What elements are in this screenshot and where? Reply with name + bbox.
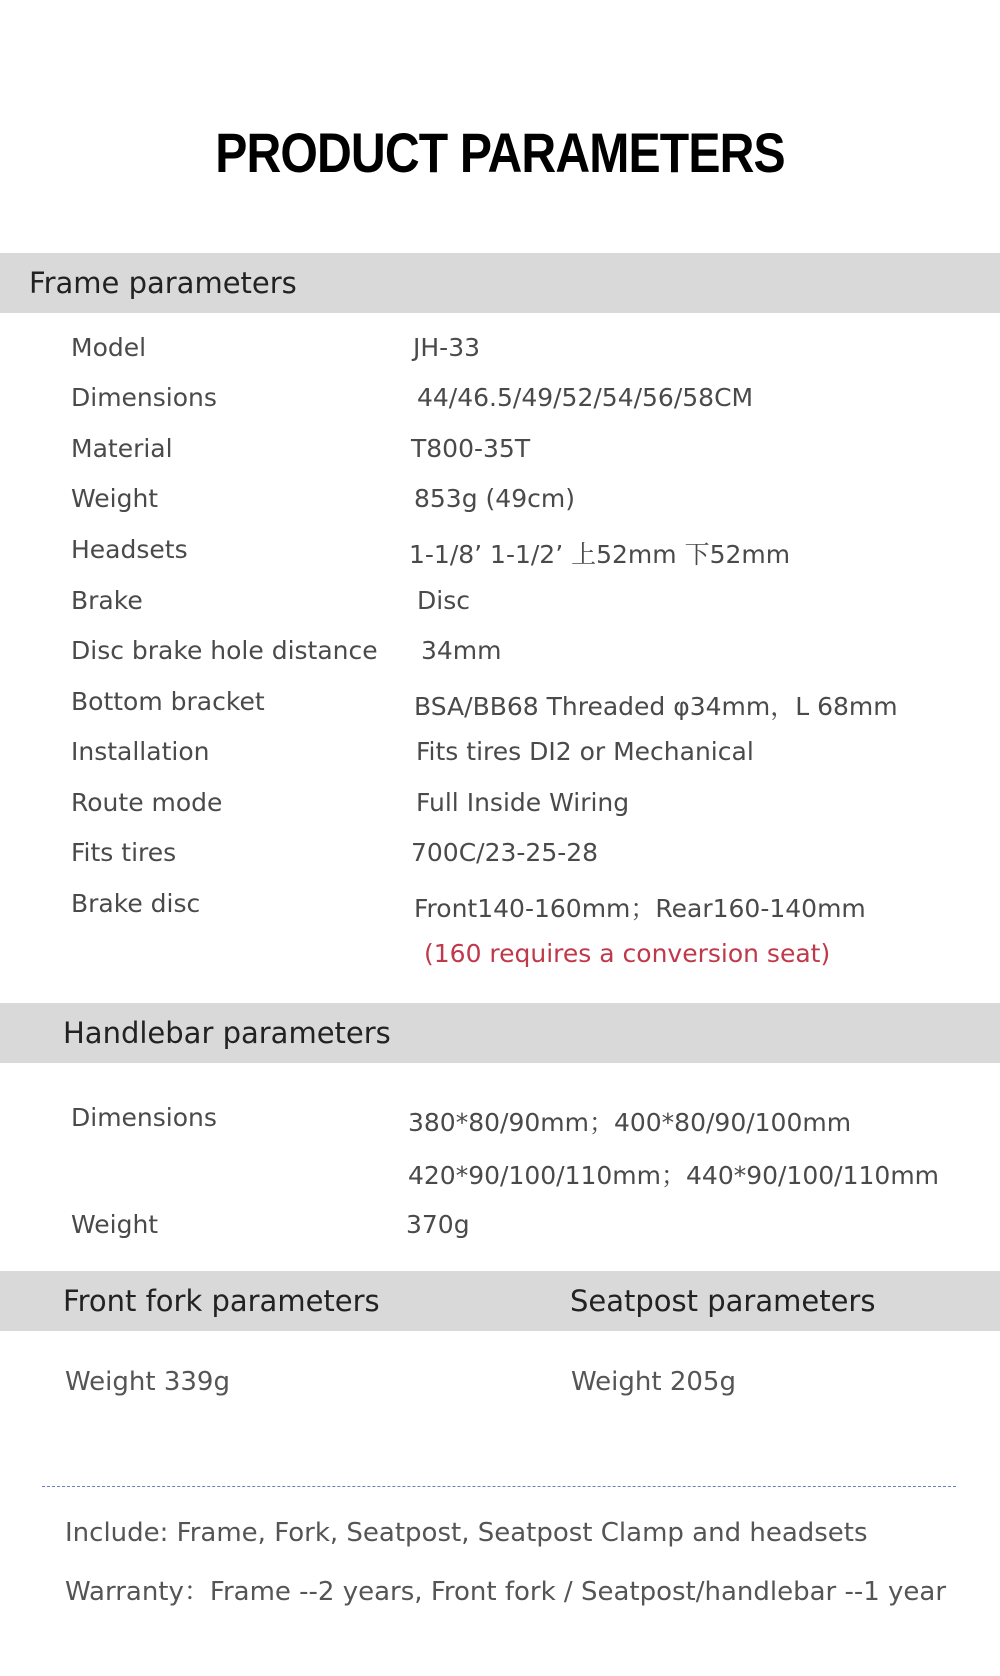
row-value-headsets: 1-1/8’ 1-1/2’ 上52mm 下52mm — [409, 540, 791, 569]
seatpost-weight: Weight 205g — [571, 1367, 736, 1397]
handlebar-parameters-heading: Handlebar parameters — [63, 1016, 391, 1050]
front-fork-weight: Weight 339g — [65, 1367, 230, 1397]
seatpost-parameters-heading: Seatpost parameters — [570, 1284, 876, 1318]
row-value-fits-tires: 700C/23-25-28 — [411, 838, 599, 867]
row-label-disc-brake-hole-distance: Disc brake hole distance — [71, 636, 378, 665]
handlebar-dimensions-value-line2: 420*90/100/110mm；440*90/100/110mm — [408, 1161, 940, 1190]
row-label-bottom-bracket: Bottom bracket — [71, 687, 265, 716]
row-label-brake: Brake — [71, 586, 143, 615]
row-value-installation: Fits tires DI2 or Mechanical — [416, 737, 754, 766]
warranty-text: Warranty：Frame --2 years, Front fork / Seatpost/handlebar --1 year — [65, 1577, 947, 1607]
row-value-dimensions: 44/46.5/49/52/54/56/58CM — [417, 383, 754, 412]
row-value-weight: 853g (49cm) — [414, 484, 575, 513]
row-label-route-mode: Route mode — [71, 788, 223, 817]
frame-parameters-heading: Frame parameters — [29, 266, 297, 300]
row-label-fits-tires: Fits tires — [71, 838, 177, 867]
handlebar-parameters-band — [0, 1003, 1000, 1063]
frame-parameters-band — [0, 253, 1000, 313]
row-value-route-mode: Full Inside Wiring — [416, 788, 630, 817]
row-value-brake-disc: Front140-160mm；Rear160-140mm — [414, 894, 866, 923]
row-label-material: Material — [71, 434, 173, 463]
row-value-material: T800-35T — [411, 434, 531, 463]
included-items-text: Include: Frame, Fork, Seatpost, Seatpost Clamp and headsets — [65, 1518, 868, 1548]
row-label-weight: Weight — [71, 484, 159, 513]
row-value-brake: Disc — [417, 586, 470, 615]
page-title: PRODUCT PARAMETERS — [215, 121, 785, 184]
handlebar-dimensions-value-line1: 380*80/90mm；400*80/90/100mm — [408, 1108, 852, 1137]
row-label-model: Model — [71, 333, 147, 362]
row-label-headsets: Headsets — [71, 535, 188, 564]
row-label-dimensions: Dimensions — [71, 383, 217, 412]
handlebar-weight-value: 370g — [406, 1210, 470, 1239]
row-value-disc-brake-hole-distance: 34mm — [421, 636, 502, 665]
row-value-model: JH-33 — [413, 333, 481, 362]
row-value-bottom-bracket: BSA/BB68 Threaded φ34mm，L 68mm — [414, 692, 898, 721]
conversion-seat-note: (160 requires a conversion seat) — [424, 939, 831, 968]
dashed-divider — [42, 1486, 956, 1487]
fork-seatpost-band — [0, 1271, 1000, 1331]
row-label-installation: Installation — [71, 737, 210, 766]
handlebar-dimensions-label: Dimensions — [71, 1103, 217, 1132]
row-label-brake-disc: Brake disc — [71, 889, 201, 918]
handlebar-weight-label: Weight — [71, 1210, 159, 1239]
front-fork-parameters-heading: Front fork parameters — [63, 1284, 380, 1318]
